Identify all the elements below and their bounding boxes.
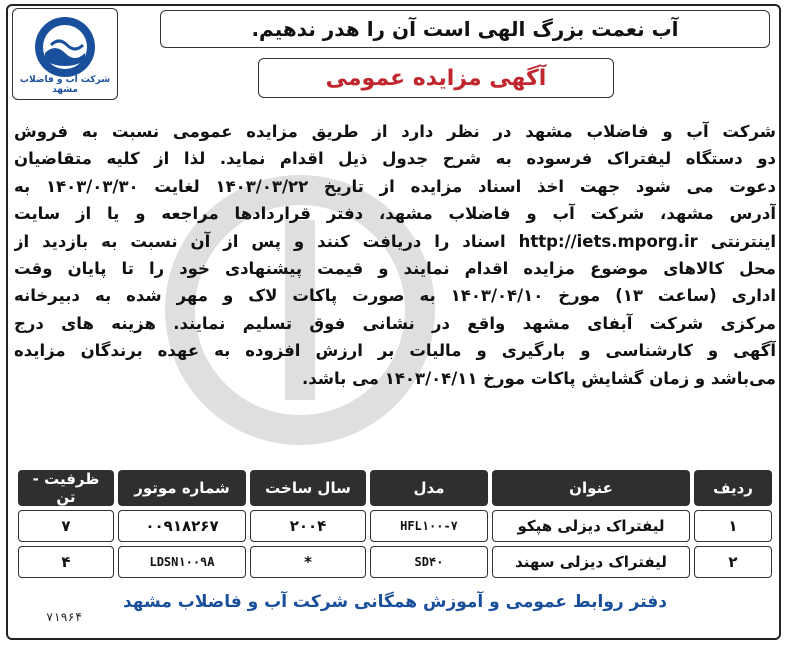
water-company-logo-icon [13,9,117,81]
tender-table [14,466,776,582]
body-line: شرکت آب و فاضلاب مشهد در نظر دارد از طریق مزایده عمومی نسبت به فروش [14,122,776,141]
body-line: اداری (ساعت ۱۳) مورخ ۱۴۰۳/۰۴/۱۰ به صورت پاکات لاک و مهر شده به دبیرخانه [14,286,776,306]
body-line: آدرس مشهد، شرکت آب و فاضلاب مشهد، دفتر قراردادها مراجعه و یا از سایت [14,204,776,224]
page-title: آگهی مزایده عمومی [258,58,614,98]
body-line: آگهی و کارشناسی و بارگیری و مالیات بر ارزش افزوده به عهده برندگان مزایده [14,341,776,361]
table-row [18,546,772,578]
company-logo [12,8,118,100]
table-header-row [18,470,772,506]
cell-model: SD۴۰ [370,546,488,578]
body-line-website: اینترنتی http://iets.mporg.ir اسناد را دریافت کنند و پس از آن نسبت به بازدید از [14,231,776,251]
footer-department: دفتر روابط عمومی و آموزش همگانی شرکت آب و فاضلاب مشهد [122,592,668,612]
ad-code: ۷۱۹۶۴ [46,610,83,624]
cell-capacity: ۴ [18,546,114,578]
cell-year: * [250,546,366,578]
body-line: دو دستگاه لیفتراک فرسوده به شرح جدول ذیل اقدام نماید. لذا از کلیه متقاضیان [14,149,776,169]
table-row [18,510,772,542]
header-title: عنوان [492,470,690,506]
slogan-banner: آب نعمت بزرگ الهی است آن را هدر ندهیم. [160,10,770,48]
body-line: محل کالاهای موضوع مزایده اقدام نمایند و قیمت پیشنهادی خود را تا پایان وقت [14,259,776,279]
body-line: دعوت می شود جهت اخذ اسناد مزایده از تاریخ ۱۴۰۳/۰۳/۲۲ لغایت ۱۴۰۳/۰۳/۳۰ به [14,176,776,196]
header-engine-number: شماره موتور [118,470,246,506]
header-capacity: ظرفیت - تن [18,470,114,506]
cell-capacity: ۷ [18,510,114,542]
cell-row-number: ۱ [694,510,772,542]
cell-title: لیفتراک دیزلی سهند [492,546,690,578]
cell-row-number: ۲ [694,546,772,578]
body-line-last: می‌باشد و زمان گشایش پاکات مورخ ۱۴۰۳/۰۴/۱۱ می باشد. [301,368,776,388]
announcement-body [14,118,776,392]
logo-org-name: شرکت آب و فاضلاب مشهد [19,75,111,95]
header-row-number: ردیف [694,470,772,506]
cell-model: HFL۱۰۰-۷ [370,510,488,542]
cell-engine-number: ۰۰۹۱۸۲۶۷ [118,510,246,542]
cell-engine-number: LDSN۱۰۰۹A [118,546,246,578]
cell-title: لیفتراک دیزلی هپکو [492,510,690,542]
header-year: سال ساخت [250,470,366,506]
cell-year: ۲۰۰۴ [250,510,366,542]
body-line: مرکزی شرکت آبفای مشهد واقع در نشانی فوق تسلیم نمایند. هزینه های درج [14,313,776,333]
header-model: مدل [370,470,488,506]
